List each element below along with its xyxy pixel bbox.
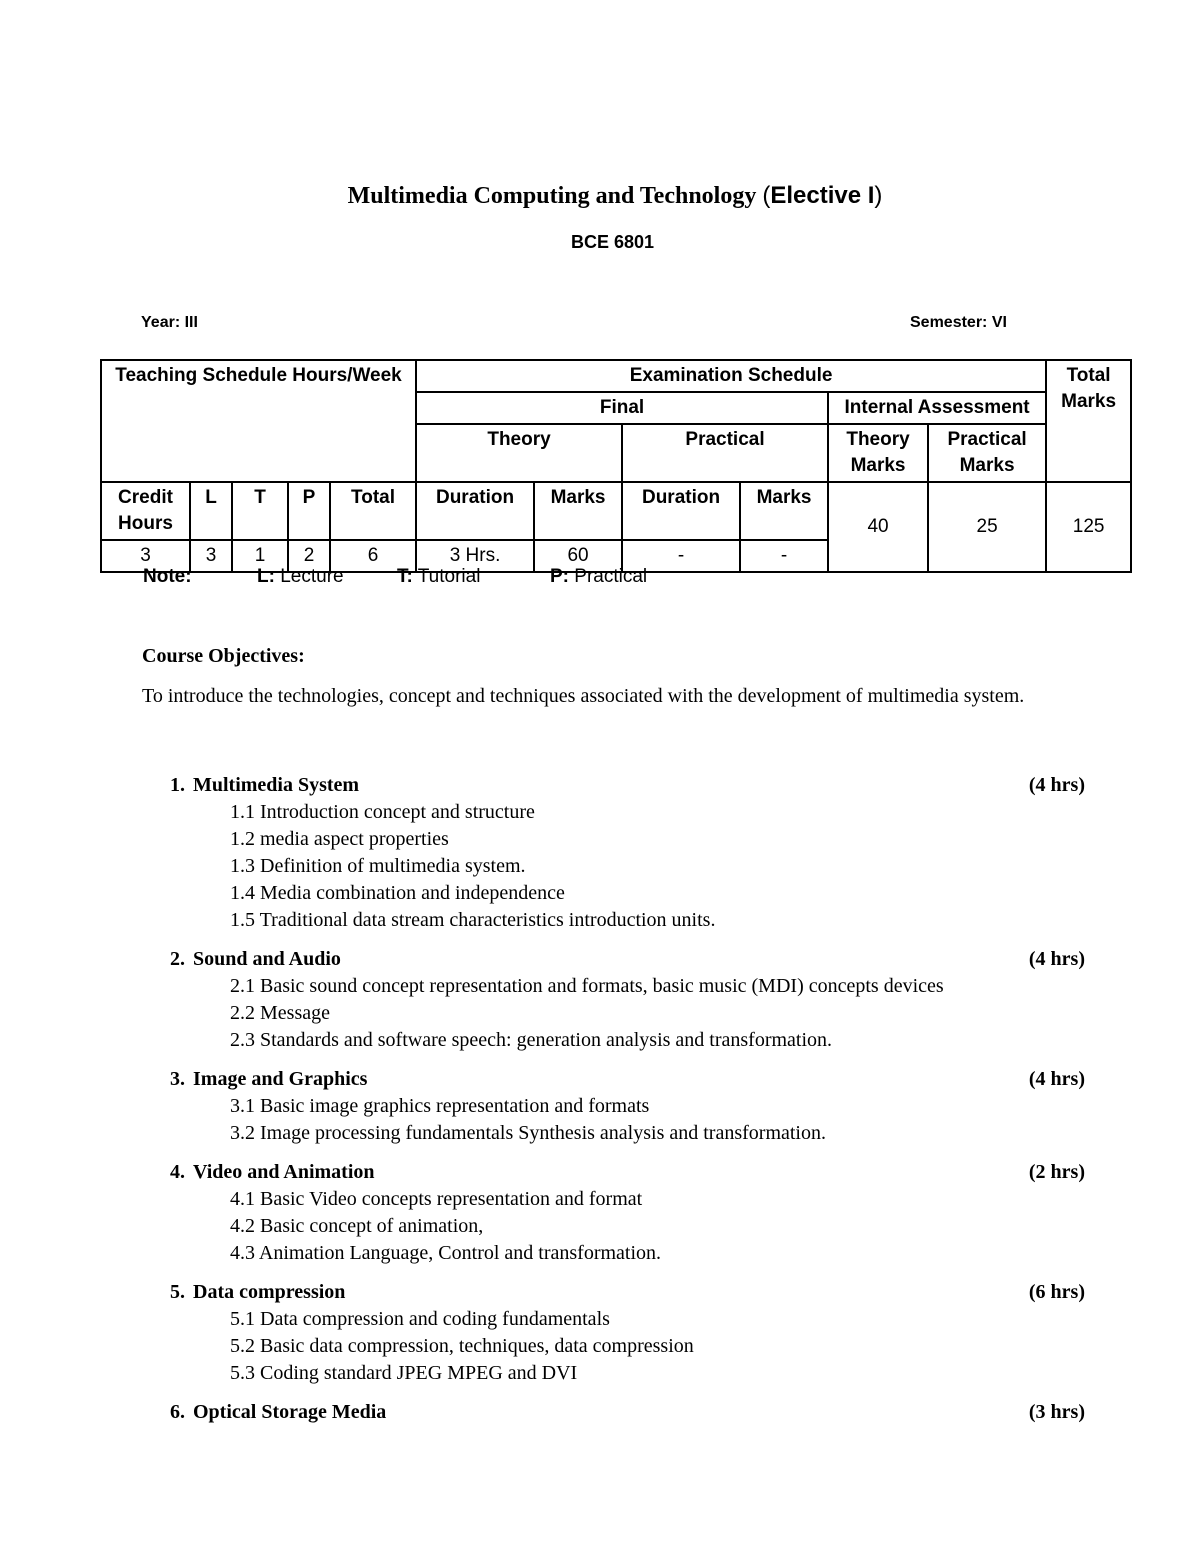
unit-title: Image and Graphics <box>193 1068 368 1090</box>
credit-value: 3 <box>101 540 190 572</box>
total-value: 6 <box>330 540 416 572</box>
page-title <box>0 182 1200 210</box>
practical-header: Practical <box>622 424 828 482</box>
unit-subtopic: 1.4 Media combination and independence <box>230 882 565 904</box>
theory-marks-value: 60 <box>534 540 622 572</box>
unit-hours: (6 hrs) <box>1028 1281 1085 1303</box>
units-list <box>155 771 1085 1437</box>
unit-heading <box>155 1065 1085 1093</box>
unit-number: 5. <box>170 1281 185 1303</box>
unit-subtopic: 4.1 Basic Video concepts representation and format <box>230 1188 643 1210</box>
t-header: T <box>232 482 288 540</box>
unit-6 <box>155 1398 1085 1426</box>
l-value: 3 <box>190 540 232 572</box>
unit-subtopic: 4.2 Basic concept of animation, <box>230 1215 484 1237</box>
objectives-text: To introduce the technologies, concept and techniques associated with the development of multimedia system. <box>142 685 1025 707</box>
unit-heading <box>155 771 1085 799</box>
practical-duration-header: Duration <box>622 482 740 540</box>
total-header: Total <box>330 482 416 540</box>
ia-practical-value: 25 <box>928 482 1046 572</box>
unit-title: Sound and Audio <box>193 948 341 970</box>
unit-hours: (4 hrs) <box>1028 1068 1085 1090</box>
note-p-key: P: <box>550 566 569 587</box>
unit-number: 6. <box>170 1401 185 1423</box>
unit-3 <box>155 1065 1085 1147</box>
unit-heading <box>155 1278 1085 1306</box>
note-p-value: Practical <box>574 566 648 587</box>
note-l-value: Lecture <box>280 566 344 587</box>
unit-subtopic: 2.2 Message <box>230 1002 330 1024</box>
title-elective: (Elective I) <box>762 182 883 209</box>
unit-number: 1. <box>170 774 185 796</box>
note-l-key: L: <box>257 566 275 587</box>
unit-title: Multimedia System <box>193 774 360 796</box>
unit-subtopic: 2.1 Basic sound concept representation and formats, basic music (MDI) concepts devices <box>230 975 944 997</box>
unit-subtopic: 1.2 media aspect properties <box>230 828 449 850</box>
unit-title: Optical Storage Media <box>193 1401 387 1423</box>
unit-heading <box>155 945 1085 973</box>
t-value: 1 <box>232 540 288 572</box>
internal-assessment-header: Internal Assessment <box>828 392 1046 424</box>
ia-theory-marks-header: Theory Marks <box>828 424 928 482</box>
unit-subtopic: 5.3 Coding standard JPEG MPEG and DVI <box>230 1362 578 1384</box>
unit-title: Data compression <box>193 1281 346 1303</box>
grand-total-value: 125 <box>1046 482 1131 572</box>
unit-hours: (3 hrs) <box>1028 1401 1085 1423</box>
practical-duration-value: - <box>622 540 740 572</box>
teaching-schedule-header: Teaching Schedule Hours/Week <box>101 360 416 482</box>
practical-marks-header: Marks <box>740 482 828 540</box>
unit-subtopic: 5.2 Basic data compression, techniques, data compression <box>230 1335 694 1357</box>
p-header: P <box>288 482 330 540</box>
unit-hours: (2 hrs) <box>1028 1161 1085 1183</box>
unit-number: 3. <box>170 1068 185 1090</box>
unit-subtopic: 5.1 Data compression and coding fundamentals <box>230 1308 610 1330</box>
schedule-table <box>100 359 1132 573</box>
year-label: Year: III <box>141 314 198 331</box>
unit-number: 2. <box>170 948 185 970</box>
note-t-key: T: <box>397 566 413 587</box>
unit-subtopic: 4.3 Animation Language, Control and transformation. <box>230 1242 662 1264</box>
unit-subtopic: 1.1 Introduction concept and structure <box>230 801 535 823</box>
unit-heading <box>155 1398 1085 1426</box>
unit-subtopic: 1.3 Definition of multimedia system. <box>230 855 526 877</box>
objectives-heading: Course Objectives: <box>142 645 305 667</box>
unit-5 <box>155 1278 1085 1387</box>
p-value: 2 <box>288 540 330 572</box>
semester-label: Semester: VI <box>910 314 1007 331</box>
unit-subtopic: 1.5 Traditional data stream characteristics introduction units. <box>230 909 716 931</box>
unit-1 <box>155 771 1085 934</box>
unit-number: 4. <box>170 1161 185 1183</box>
title-main: Multimedia Computing and Technology <box>347 183 757 209</box>
unit-heading <box>155 1158 1085 1186</box>
theory-duration-header: Duration <box>416 482 534 540</box>
course-code: BCE 6801 <box>570 232 655 252</box>
note-t-value: Tutorial <box>417 566 481 587</box>
unit-4 <box>155 1158 1085 1267</box>
practical-marks-value: - <box>740 540 828 572</box>
note-label: Note: <box>143 566 192 587</box>
theory-header: Theory <box>416 424 622 482</box>
unit-2 <box>155 945 1085 1054</box>
theory-marks-header: Marks <box>534 482 622 540</box>
unit-subtopic: 3.1 Basic image graphics representation and formats <box>230 1095 650 1117</box>
theory-duration-value: 3 Hrs. <box>416 540 534 572</box>
total-marks-header: Total Marks <box>1046 360 1131 482</box>
final-header: Final <box>416 392 828 424</box>
unit-hours: (4 hrs) <box>1028 774 1085 796</box>
ia-theory-value: 40 <box>828 482 928 572</box>
ia-practical-marks-header: Practical Marks <box>928 424 1046 482</box>
l-header: L <box>190 482 232 540</box>
unit-subtopic: 2.3 Standards and software speech: generation analysis and transformation. <box>230 1029 833 1051</box>
credit-hours-header: Credit Hours <box>101 482 190 540</box>
unit-title: Video and Animation <box>193 1161 375 1183</box>
examination-schedule-header: Examination Schedule <box>416 360 1046 392</box>
unit-hours: (4 hrs) <box>1028 948 1085 970</box>
unit-subtopic: 3.2 Image processing fundamentals Synthesis analysis and transformation. <box>230 1122 826 1144</box>
